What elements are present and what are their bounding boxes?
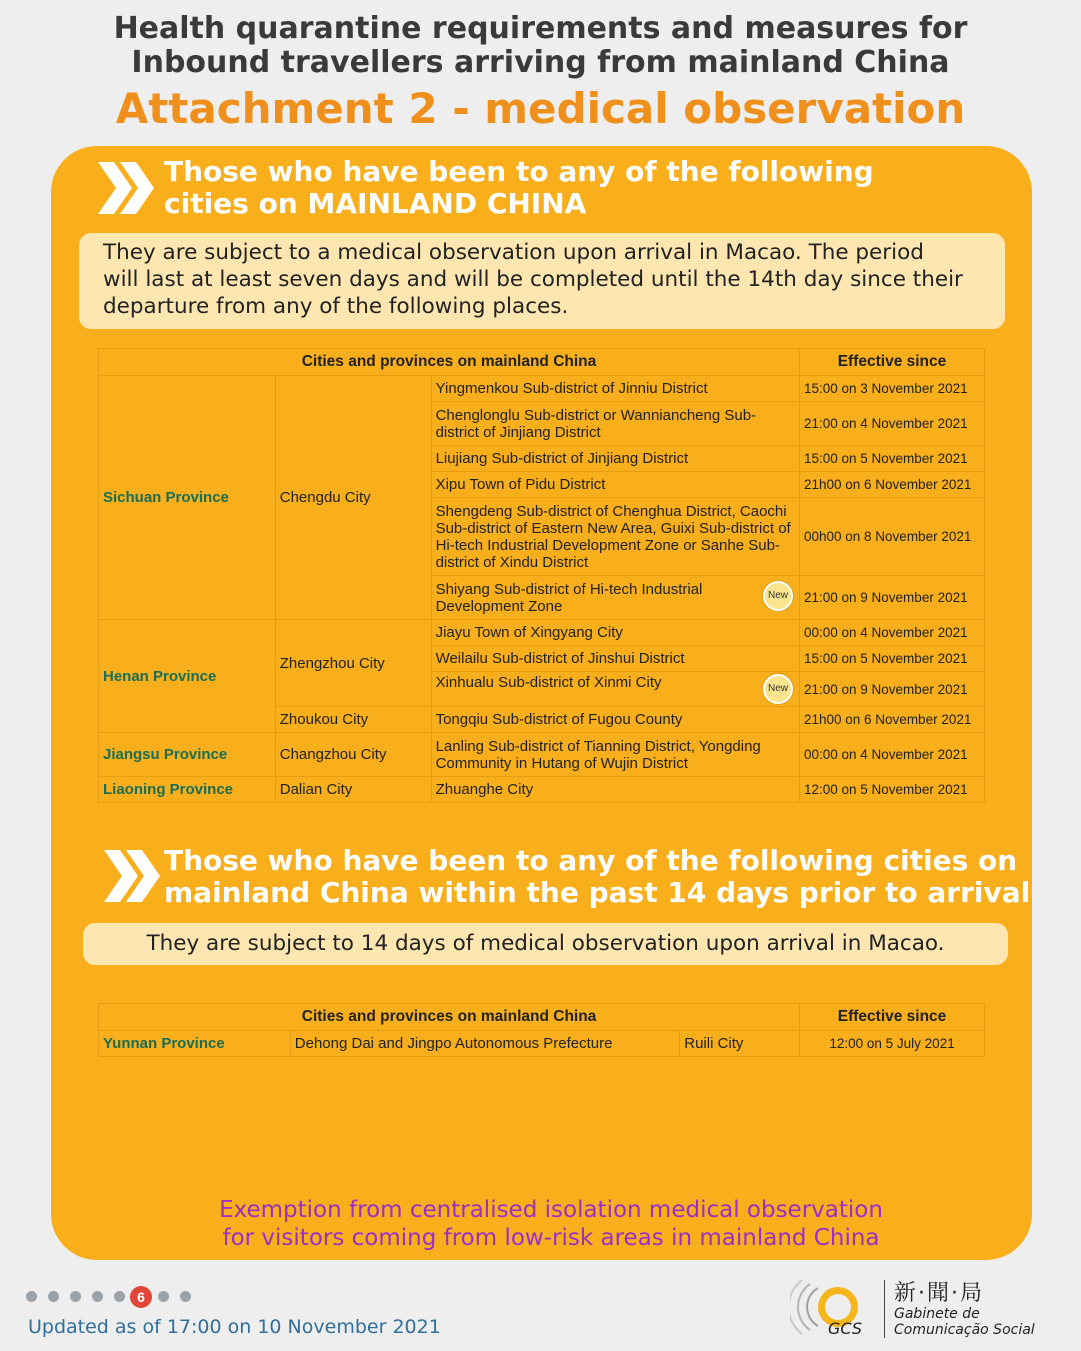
- area-cell: Zhuanghe City: [431, 777, 799, 803]
- prefecture-dehong: Dehong Dai and Jingpo Autonomous Prefecture: [290, 1031, 679, 1057]
- page-dot[interactable]: [158, 1291, 169, 1302]
- new-badge: New: [763, 581, 793, 611]
- area-cell: [431, 672, 799, 707]
- area-cell: Yingmenkou Sub-district of Jinniu District: [431, 376, 799, 402]
- page-title-line1: Health quarantine requirements and measures for: [113, 11, 968, 46]
- page-dot[interactable]: [70, 1291, 81, 1302]
- city-ruili: Ruili City: [680, 1031, 800, 1057]
- table-row: [99, 733, 985, 777]
- chevron-double-right-icon: [96, 160, 158, 216]
- new-badge: New: [763, 674, 793, 704]
- date-cell: 15:00 on 5 November 2021: [799, 646, 984, 672]
- exemption-line1: Exemption from centralised isolation medical observation: [219, 1197, 883, 1223]
- section2-title-line2: mainland China within the past 14 days prior to arrival: [164, 876, 1031, 909]
- area-cell: [431, 576, 799, 620]
- area-text: Shiyang Sub-district of Hi-tech Industrial Development Zone: [435, 580, 703, 615]
- section2-table: [98, 1003, 985, 1057]
- province-henan: Henan Province: [99, 620, 276, 733]
- page-header: [0, 12, 1081, 134]
- area-cell: Lanling Sub-district of Tianning District, Yongding Community in Hutang of Wujin District: [431, 733, 799, 777]
- city-chengdu: Chengdu City: [275, 376, 431, 620]
- area-text: Xinhualu Sub-district of Xinmi City: [435, 674, 662, 691]
- section1-title-line1: Those who have been to any of the following: [164, 155, 874, 188]
- logo-abbr: GCS: [828, 1319, 863, 1338]
- table-header-row: [99, 1004, 985, 1031]
- section1-title: [164, 156, 874, 220]
- section1-table: [98, 348, 985, 803]
- page-dot[interactable]: [114, 1291, 125, 1302]
- table-header-row: [99, 349, 985, 376]
- date-cell: 21:00 on 9 November 2021: [799, 672, 984, 707]
- exemption-line2: for visitors coming from low-risk areas in mainland China: [222, 1225, 880, 1251]
- page-dot[interactable]: [180, 1291, 191, 1302]
- section2-title: [164, 845, 1030, 909]
- date-cell: 12:00 on 5 July 2021: [800, 1031, 985, 1057]
- header-date: Effective since: [799, 349, 984, 376]
- section1-note-line1: They are subject to a medical observation upon arrival in Macao. The period: [103, 240, 924, 265]
- date-cell: 21:00 on 9 November 2021: [799, 576, 984, 620]
- header-place: Cities and provinces on mainland China: [99, 1004, 800, 1031]
- city-zhoukou: Zhoukou City: [275, 707, 431, 733]
- area-cell: Tongqiu Sub-district of Fugou County: [431, 707, 799, 733]
- updated-timestamp: Updated as of 17:00 on 10 November 2021: [28, 1316, 441, 1338]
- area-cell: Jiayu Town of Xingyang City: [431, 620, 799, 646]
- city-dalian: Dalian City: [275, 777, 431, 803]
- header-place: Cities and provinces on mainland China: [99, 349, 800, 376]
- province-liaoning: Liaoning Province: [99, 777, 276, 803]
- section1-note-line2: will last at least seven days and will be completed until the 14th day since their: [103, 267, 963, 292]
- date-cell: 21h00 on 6 November 2021: [799, 707, 984, 733]
- area-cell: Xipu Town of Pidu District: [431, 472, 799, 498]
- date-cell: 00:00 on 4 November 2021: [799, 620, 984, 646]
- exemption-link[interactable]: [51, 1196, 1051, 1252]
- page-dot[interactable]: [26, 1291, 37, 1302]
- date-cell: 21h00 on 6 November 2021: [799, 472, 984, 498]
- page-subtitle: Attachment 2 - medical observation: [115, 84, 966, 133]
- province-jiangsu: Jiangsu Province: [99, 733, 276, 777]
- date-cell: 12:00 on 5 November 2021: [799, 777, 984, 803]
- area-cell: Chenglonglu Sub-district or Wanniancheng Sub-district of Jinjiang District: [431, 402, 799, 446]
- area-cell: Shengdeng Sub-district of Chenghua District, Caochi Sub-district of Eastern New Area, Guixi Sub-district of Hi-tech Industrial Development Zone or Sanhe Sub-district of Xindu District: [431, 498, 799, 576]
- section1-note-line3: departure from any of the following places.: [103, 294, 569, 319]
- date-cell: 21:00 on 4 November 2021: [799, 402, 984, 446]
- logo-portuguese-text: [894, 1306, 1035, 1338]
- table-row: [99, 376, 985, 402]
- table-row: [99, 620, 985, 646]
- date-cell: 15:00 on 3 November 2021: [799, 376, 984, 402]
- area-cell: Weilailu Sub-district of Jinshui District: [431, 646, 799, 672]
- page-dot[interactable]: [92, 1291, 103, 1302]
- date-cell: 15:00 on 5 November 2021: [799, 446, 984, 472]
- section1-title-line2: cities on MAINLAND CHINA: [164, 187, 587, 220]
- page-dot[interactable]: [48, 1291, 59, 1302]
- table-row: [99, 1031, 985, 1057]
- chevron-double-right-icon: [102, 848, 164, 904]
- page-title-line2: Inbound travellers arriving from mainland China: [131, 45, 950, 80]
- logo-divider: [884, 1280, 885, 1338]
- area-cell: Liujiang Sub-district of Jinjiang District: [431, 446, 799, 472]
- section2-title-line1: Those who have been to any of the following cities on: [164, 844, 1018, 877]
- section1-note: [79, 233, 1005, 329]
- page-dot-current[interactable]: 6: [130, 1286, 152, 1308]
- logo-pt-line1: Gabinete de: [894, 1306, 980, 1322]
- city-changzhou: Changzhou City: [275, 733, 431, 777]
- section2-note: They are subject to 14 days of medical observation upon arrival in Macao.: [83, 923, 1008, 965]
- logo-chinese-text: 新·聞·局: [894, 1281, 984, 1306]
- city-zhengzhou: Zhengzhou City: [275, 620, 431, 707]
- logo-pt-line2: Comunicação Social: [894, 1322, 1035, 1338]
- date-cell: 00:00 on 4 November 2021: [799, 733, 984, 777]
- province-sichuan: Sichuan Province: [99, 376, 276, 620]
- date-cell: 00h00 on 8 November 2021: [799, 498, 984, 576]
- header-date: Effective since: [800, 1004, 985, 1031]
- province-yunnan: Yunnan Province: [99, 1031, 291, 1057]
- table-row: [99, 777, 985, 803]
